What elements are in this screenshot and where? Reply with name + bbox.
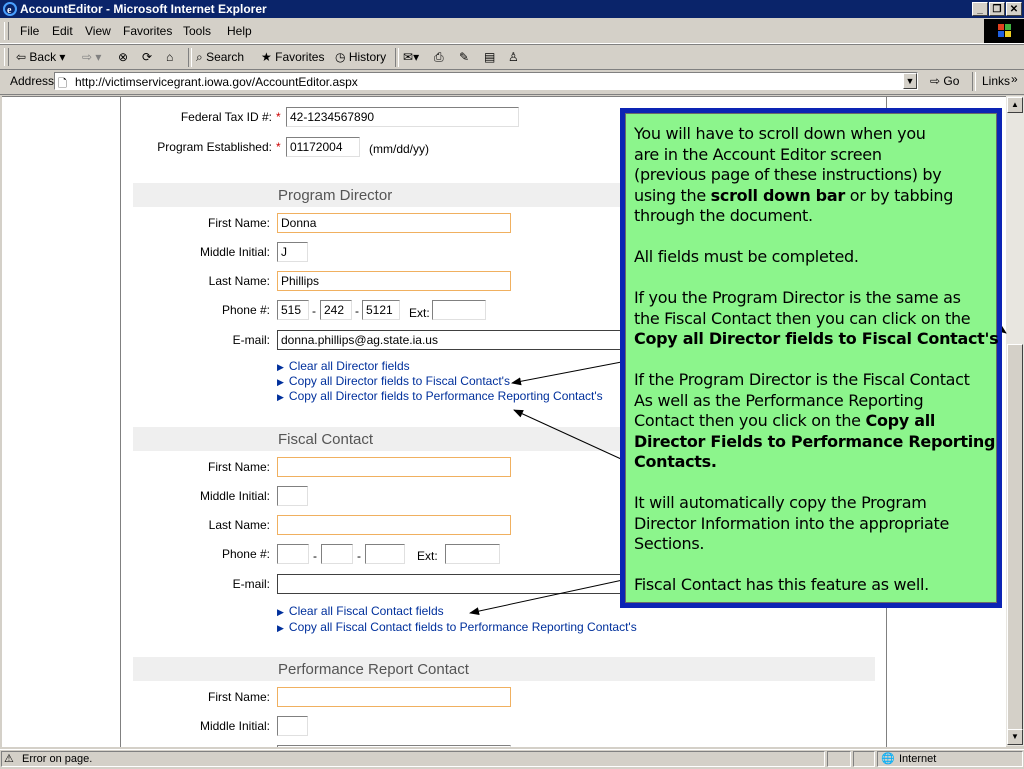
callout-line: All fields must be completed.	[634, 247, 859, 266]
callout-line: Contacts.	[634, 452, 717, 471]
scroll-down-button[interactable]: ▼	[1007, 729, 1023, 745]
performance-contact-heading: Performance Report Contact	[278, 661, 469, 678]
zone-label: Internet	[899, 753, 937, 765]
callout-line: are in the Account Editor screen	[634, 145, 882, 164]
bullet-triangle-icon: ▶	[277, 392, 284, 402]
phone-dash: -	[355, 304, 359, 318]
menu-file[interactable]: File	[20, 24, 40, 38]
edit-icon: ✎	[459, 50, 470, 64]
address-dropdown-button[interactable]: ▼	[903, 73, 917, 89]
callout-line	[634, 186, 953, 205]
discuss-icon: ▤	[484, 50, 496, 64]
back-label: Back	[29, 50, 57, 64]
phone-dash: -	[312, 304, 316, 318]
fiscal-ext-label: Ext:	[417, 549, 438, 563]
director-email-input[interactable]: donna.phillips@ag.state.ia.us	[277, 330, 627, 350]
director-middle-initial-input[interactable]: J	[277, 242, 308, 262]
callout-line: Fiscal Contact has this feature as well.	[634, 575, 929, 594]
callout-text: or by tabbing	[844, 186, 954, 205]
director-ext-label: Ext:	[409, 306, 430, 320]
director-phone-label: Phone #:	[221, 303, 270, 317]
callout-text: Contact then you click on the	[634, 411, 866, 430]
required-marker: *	[276, 140, 281, 154]
menu-help[interactable]: Help	[227, 24, 252, 38]
clear-director-link-text: Clear all Director fields	[288, 359, 410, 373]
copy-director-fiscal-link-text: Copy all Director fields to Fiscal Contact's	[288, 374, 510, 388]
print-icon: ⎙	[434, 50, 444, 64]
director-phone-prefix-input[interactable]: 242	[320, 300, 352, 320]
director-phone-line-input[interactable]: 5121	[362, 300, 400, 320]
director-first-name-label: First Name:	[207, 216, 270, 230]
callout-line: the Fiscal Contact then you can click on the	[634, 309, 971, 328]
home-icon: ⌂	[166, 50, 174, 64]
menu-edit[interactable]: Edit	[52, 24, 73, 38]
menu-tools[interactable]: Tools	[183, 24, 212, 38]
search-label: Search	[206, 50, 245, 64]
callout-line: If you the Program Director is the same as	[634, 288, 961, 307]
go-arrow-icon: ⇨	[930, 74, 941, 88]
search-icon: ⌕	[196, 50, 203, 64]
fiscal-email-label: E-mail:	[232, 577, 270, 591]
instruction-callout-body	[625, 113, 997, 603]
menu-favorites[interactable]: Favorites	[123, 24, 173, 38]
callout-line: Copy all Director fields to Fiscal Contact's	[634, 329, 999, 348]
window-title: AccountEditor - Microsoft Internet Explorer	[20, 2, 267, 16]
phone-dash: -	[313, 549, 317, 563]
back-button[interactable]: ⇦ Back ▾	[16, 50, 66, 64]
callout-line: Director Fields to Performance Reporting	[634, 432, 996, 451]
address-label: Address	[10, 74, 55, 88]
arrow-to-copy-performance-link	[514, 410, 632, 464]
links-button[interactable]: Links	[982, 74, 1011, 88]
copy-fiscal-performance-link-text: Copy all Fiscal Contact fields to Performance Reporting Contact's	[288, 620, 637, 634]
mail-button[interactable]: ✉▾	[403, 50, 420, 64]
director-middle-initial-label: Middle Initial:	[199, 245, 270, 259]
clear-fiscal-link-text: Clear all Fiscal Contact fields	[288, 604, 444, 618]
director-first-name-input[interactable]: Donna	[277, 213, 511, 233]
restore-button[interactable]: ❐	[989, 2, 1005, 16]
history-icon: ◷	[335, 50, 346, 64]
minimize-button[interactable]: _	[972, 2, 988, 16]
federal-tax-id-input[interactable]: 42-1234567890	[286, 107, 519, 127]
callout-text: using the	[634, 186, 711, 205]
history-label: History	[348, 50, 387, 64]
callout-line	[634, 411, 935, 430]
fiscal-middle-initial-label: Middle Initial:	[199, 489, 270, 503]
refresh-icon: ⟳	[142, 50, 153, 64]
arrow-to-copy-fiscal-link	[512, 360, 632, 383]
callout-line: through the document.	[634, 206, 813, 225]
program-established-input[interactable]: 01172004	[286, 137, 360, 157]
favorites-label: Favorites	[275, 50, 325, 64]
close-button[interactable]: ✕	[1006, 2, 1022, 16]
callout-line: Sections.	[634, 534, 705, 553]
internet-globe-icon: 🌐	[881, 753, 895, 765]
callout-bold-text: scroll down bar	[710, 186, 845, 205]
fiscal-phone-label: Phone #:	[221, 547, 270, 561]
performance-first-name-label: First Name:	[207, 690, 270, 704]
go-label: Go	[943, 74, 960, 88]
bullet-triangle-icon: ▶	[277, 362, 284, 372]
messenger-icon: ♙	[508, 50, 519, 64]
fiscal-first-name-label: First Name:	[207, 460, 270, 474]
bullet-triangle-icon: ▶	[277, 623, 284, 633]
required-marker: *	[276, 110, 281, 124]
date-format-hint: (mm/dd/yy)	[369, 142, 429, 156]
address-url: http://victimservicegrant.iowa.gov/AccountEditor.aspx	[75, 75, 358, 89]
status-message: Error on page.	[22, 753, 93, 765]
director-phone-area-input[interactable]: 515	[277, 300, 309, 320]
scroll-up-button[interactable]: ▲	[1007, 97, 1023, 113]
svg-text:e: e	[7, 5, 12, 16]
stop-icon: ⊗	[118, 50, 129, 64]
instruction-callout	[620, 108, 1002, 608]
favorites-icon: ★	[261, 50, 272, 64]
links-chevron-icon[interactable]: »	[1011, 72, 1018, 86]
callout-line: You will have to scroll down when you	[634, 124, 926, 143]
bullet-triangle-icon: ▶	[277, 377, 284, 387]
copy-director-performance-link-text: Copy all Director fields to Performance Reporting Contact's	[288, 389, 603, 403]
callout-bold-text: Copy all	[865, 411, 936, 430]
back-arrow-icon: ⇦	[16, 50, 27, 64]
director-last-name-input[interactable]: Phillips	[277, 271, 511, 291]
phone-dash: -	[357, 549, 361, 563]
forward-button[interactable]: ⇨ ▾	[82, 50, 102, 64]
callout-line: It will automatically copy the Program	[634, 493, 927, 512]
callout-line: If the Program Director is the Fiscal Contact	[634, 370, 970, 389]
callout-line: Director Information into the appropriate	[634, 514, 950, 533]
arrow-to-clear-fiscal-link	[470, 578, 632, 613]
fiscal-last-name-label: Last Name:	[208, 518, 270, 532]
page-icon: 🗋	[58, 78, 67, 90]
program-established-label: Program Established:	[157, 140, 272, 154]
federal-tax-id-label: Federal Tax ID #:	[180, 110, 272, 124]
menu-view[interactable]: View	[85, 24, 111, 38]
performance-middle-initial-label: Middle Initial:	[199, 719, 270, 733]
callout-line: As well as the Performance Reporting	[634, 391, 924, 410]
director-last-name-label: Last Name:	[208, 274, 270, 288]
bullet-triangle-icon: ▶	[277, 607, 284, 617]
program-director-heading: Program Director	[278, 187, 393, 204]
forward-arrow-icon: ⇨	[82, 50, 93, 64]
warning-icon[interactable]: ⚠	[4, 753, 14, 765]
fiscal-contact-heading: Fiscal Contact	[278, 431, 374, 448]
mail-icon: ✉	[403, 50, 414, 64]
director-email-label: E-mail:	[232, 333, 270, 347]
callout-line: (previous page of these instructions) by	[634, 165, 942, 184]
